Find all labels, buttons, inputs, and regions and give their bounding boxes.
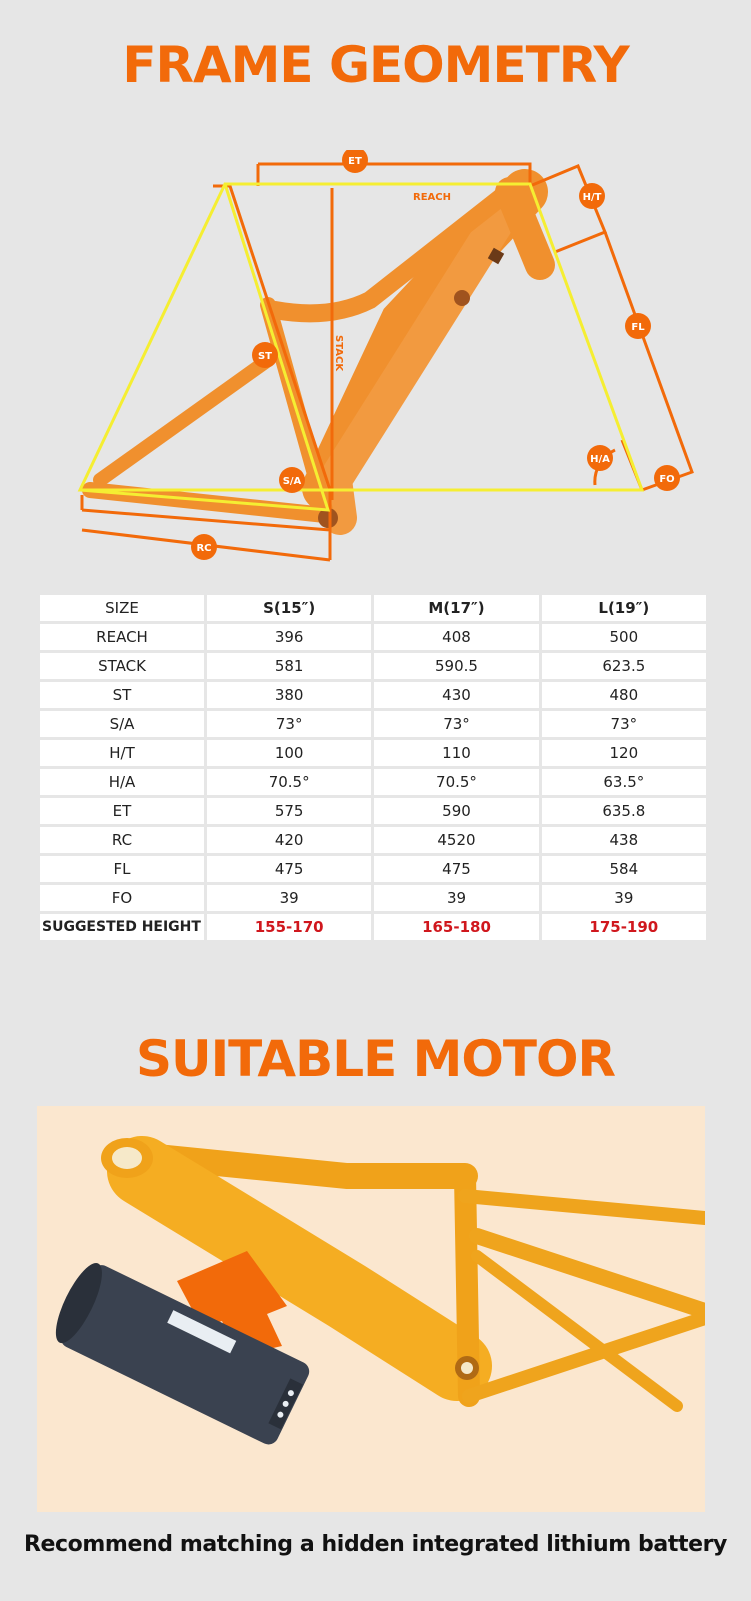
battery-caption: Recommend matching a hidden integrated lithium battery [23, 1532, 727, 1557]
row-label: H/A [40, 769, 204, 795]
cell: 590 [374, 798, 538, 824]
cell: 475 [207, 856, 371, 882]
row-label: ST [40, 682, 204, 708]
label-stack: STACK [333, 335, 344, 372]
row-label: FO [40, 885, 204, 911]
suggested-height-large: 175-190 [542, 914, 706, 940]
row-label: RC [40, 827, 204, 853]
cell: 584 [542, 856, 706, 882]
cell: 39 [374, 885, 538, 911]
row-label: ET [40, 798, 204, 824]
row-label: FL [40, 856, 204, 882]
table-row [40, 885, 706, 911]
cell: 635.8 [542, 798, 706, 824]
cell: 623.5 [542, 653, 706, 679]
geometry-table [37, 592, 709, 943]
cell: 408 [374, 624, 538, 650]
cell: 430 [374, 682, 538, 708]
cell: 63.5° [542, 769, 706, 795]
label-reach: REACH [413, 192, 451, 203]
header-size: SIZE [40, 595, 204, 621]
cell: 590.5 [374, 653, 538, 679]
cell: 575 [207, 798, 371, 824]
table-row [40, 798, 706, 824]
cell: 438 [542, 827, 706, 853]
cell: 73° [542, 711, 706, 737]
cell: 70.5° [374, 769, 538, 795]
motor-product-image [37, 1106, 705, 1512]
label-et: ET [348, 156, 362, 167]
frame-hole-icon [454, 290, 470, 306]
row-label: H/T [40, 740, 204, 766]
label-rc: RC [196, 543, 212, 554]
suggested-height-small: 155-170 [207, 914, 371, 940]
frame-geometry-title: FRAME GEOMETRY [122, 36, 629, 94]
cell: 73° [374, 711, 538, 737]
row-label: STACK [40, 653, 204, 679]
table-header-row [40, 595, 706, 621]
cell: 39 [207, 885, 371, 911]
table-row [40, 653, 706, 679]
table-row [40, 740, 706, 766]
suggested-height-medium: 165-180 [374, 914, 538, 940]
cell: 420 [207, 827, 371, 853]
table-row [40, 711, 706, 737]
table-row [40, 827, 706, 853]
label-sa: S/A [282, 476, 302, 487]
header-medium: M(17″) [374, 595, 538, 621]
cell: 39 [542, 885, 706, 911]
cell: 475 [374, 856, 538, 882]
suggested-height-label: SUGGESTED HEIGHT [40, 914, 204, 940]
row-label: REACH [40, 624, 204, 650]
frame-geometry-diagram [70, 150, 710, 570]
cell: 380 [207, 682, 371, 708]
label-fl: FL [631, 322, 645, 333]
cell: 110 [374, 740, 538, 766]
label-fo: FO [659, 474, 675, 485]
suitable-motor-title: SUITABLE MOTOR [135, 1030, 616, 1088]
label-ht: H/T [582, 192, 602, 203]
cell: 70.5° [207, 769, 371, 795]
cell: 500 [542, 624, 706, 650]
cell: 4520 [374, 827, 538, 853]
table-row [40, 856, 706, 882]
cell: 100 [207, 740, 371, 766]
cell: 120 [542, 740, 706, 766]
table-row [40, 769, 706, 795]
table-row [40, 682, 706, 708]
cell: 581 [207, 653, 371, 679]
row-label: S/A [40, 711, 204, 737]
table-row [40, 624, 706, 650]
cell: 480 [542, 682, 706, 708]
label-ha: H/A [590, 454, 610, 465]
suggested-height-row [40, 914, 706, 940]
label-st: ST [257, 351, 273, 362]
header-large: L(19″) [542, 595, 706, 621]
cell: 73° [207, 711, 371, 737]
cell: 396 [207, 624, 371, 650]
header-small: S(15″) [207, 595, 371, 621]
